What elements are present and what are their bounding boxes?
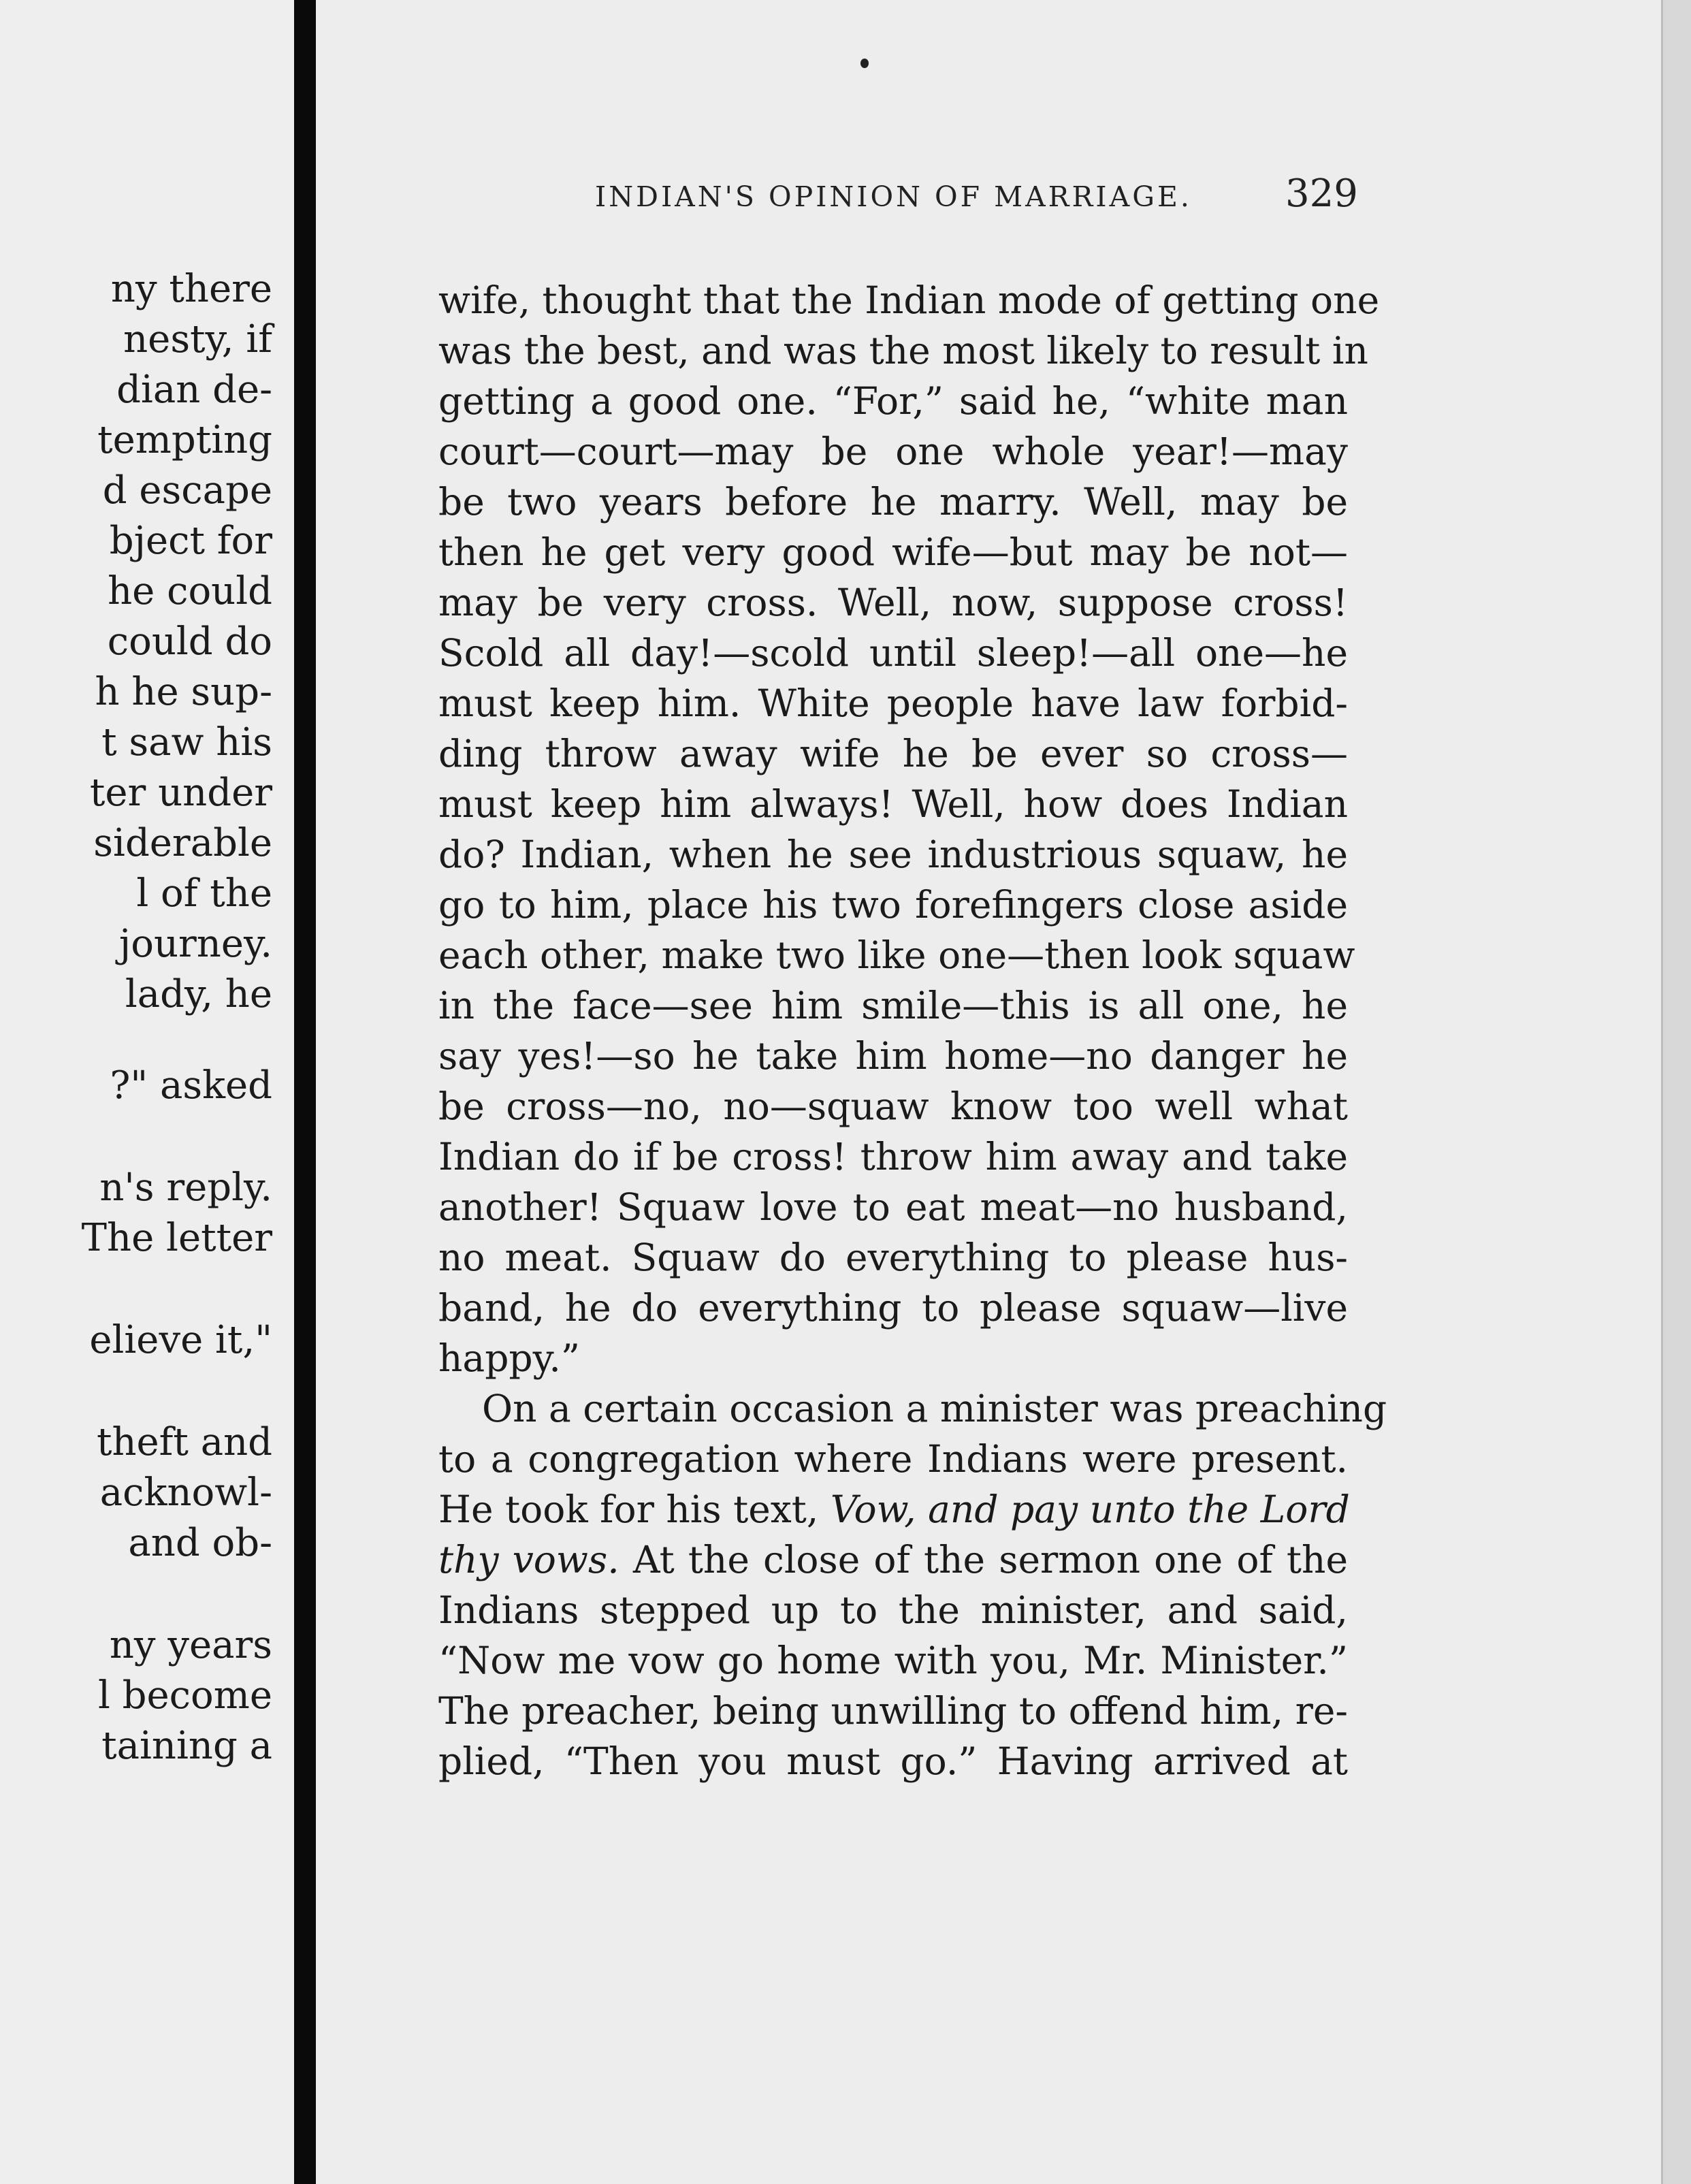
body-text [438, 275, 1387, 1786]
running-header-title: INDIAN'S OPINION OF MARRIAGE. [595, 180, 1192, 213]
text-line: say yes!—so he take him home—no danger he [438, 1034, 1348, 1078]
text-line: another! Squaw love to eat meat—no husband, [438, 1185, 1348, 1229]
text-line: in the face—see him smile—this is all one, he [438, 984, 1348, 1027]
text-line: be cross—no, no—squaw know too well what [438, 1085, 1348, 1128]
left-page-line: acknowl- [99, 1471, 272, 1515]
text-line: to a congregation where Indians were present. [438, 1437, 1348, 1481]
left-page-line: could do [107, 620, 272, 664]
text-line: getting a good one. “For,” said he, “white man [438, 379, 1348, 423]
left-page-line: ny there [110, 267, 272, 311]
text-line: “Now me vow go home with you, Mr. Minister.” [438, 1639, 1348, 1682]
italic-scripture-quote: Vow, and pay unto the Lord [830, 1488, 1350, 1531]
left-page-line: and ob- [128, 1521, 272, 1565]
text-line: The preacher, being unwilling to offend him, re- [438, 1689, 1348, 1733]
text-line: wife, thought that the Indian mode of getting one [438, 278, 1380, 322]
left-page-line: lady, he [125, 972, 272, 1016]
left-page-fragment [0, 0, 294, 2184]
left-page-line: dian de- [116, 368, 272, 412]
page-number: 329 [1285, 172, 1358, 216]
text-line: was the best, and was the most likely to result in [438, 329, 1368, 372]
text-segment: He took for his text, [438, 1488, 819, 1531]
text-line: go to him, place his two forefingers close aside [438, 883, 1348, 927]
italic-scripture-quote: thy vows. [438, 1538, 619, 1581]
page-stack-edge [1661, 0, 1691, 2184]
right-page [316, 0, 1661, 2184]
text-line: no meat. Squaw do everything to please hus- [438, 1236, 1348, 1279]
text-line: do? Indian, when he see industrious squaw, he [438, 833, 1348, 876]
text-line: plied, “Then you must go.” Having arrived at [438, 1739, 1348, 1783]
text-segment: At the close of the sermon one of the [632, 1538, 1349, 1581]
left-page-line: he could [108, 569, 272, 613]
text-line: happy.” [438, 1336, 580, 1380]
text-line-with-italic [438, 1535, 1348, 1585]
text-line: Indians stepped up to the minister, and said, [438, 1588, 1348, 1632]
text-line: Indian do if be cross! throw him away and take [438, 1135, 1348, 1178]
left-page-line: tempting [97, 418, 272, 462]
left-page-line: siderable [93, 821, 272, 865]
left-page-line: taining a [101, 1724, 272, 1768]
left-page-line: elieve it," [89, 1318, 272, 1362]
left-page-line: t saw his [101, 720, 272, 765]
left-page-line: ter under [89, 771, 272, 815]
left-page-line: ny years [109, 1623, 272, 1667]
ink-speck [860, 59, 869, 68]
text-line: each other, make two like one—then look squaw [438, 933, 1355, 977]
text-line: band, he do everything to please squaw—live [438, 1286, 1348, 1330]
left-page-line: The letter [81, 1216, 272, 1260]
text-line: must keep him. White people have law forbid- [438, 681, 1348, 725]
left-page-line: n's reply. [99, 1166, 272, 1210]
left-page-line: d escape [102, 468, 272, 513]
text-line: Scold all day!—scold until sleep!—all one—he [438, 631, 1348, 675]
left-page-line: journey. [118, 922, 272, 966]
book-spine-gutter [294, 0, 316, 2184]
left-page-line: l become [97, 1673, 272, 1718]
text-line: ding throw away wife he be ever so cross— [438, 732, 1348, 775]
left-page-line: h he sup- [95, 670, 272, 714]
left-page-line: l of the [136, 871, 272, 916]
paragraph-first-line: On a certain occasion a minister was preaching [482, 1387, 1387, 1430]
left-page-line: nesty, if [123, 317, 272, 362]
left-page-line: bject for [109, 519, 272, 563]
text-line-with-italic [438, 1484, 1348, 1535]
left-page-line: ?" asked [110, 1063, 272, 1108]
text-line: be two years before he marry. Well, may be [438, 480, 1348, 524]
left-page-line: theft and [96, 1420, 272, 1464]
text-line: court—court—may be one whole year!—may [438, 430, 1348, 473]
text-line: must keep him always! Well, how does Indian [438, 782, 1348, 826]
text-line: may be very cross. Well, now, suppose cross! [438, 581, 1348, 624]
text-line: then he get very good wife—but may be not— [438, 530, 1348, 574]
